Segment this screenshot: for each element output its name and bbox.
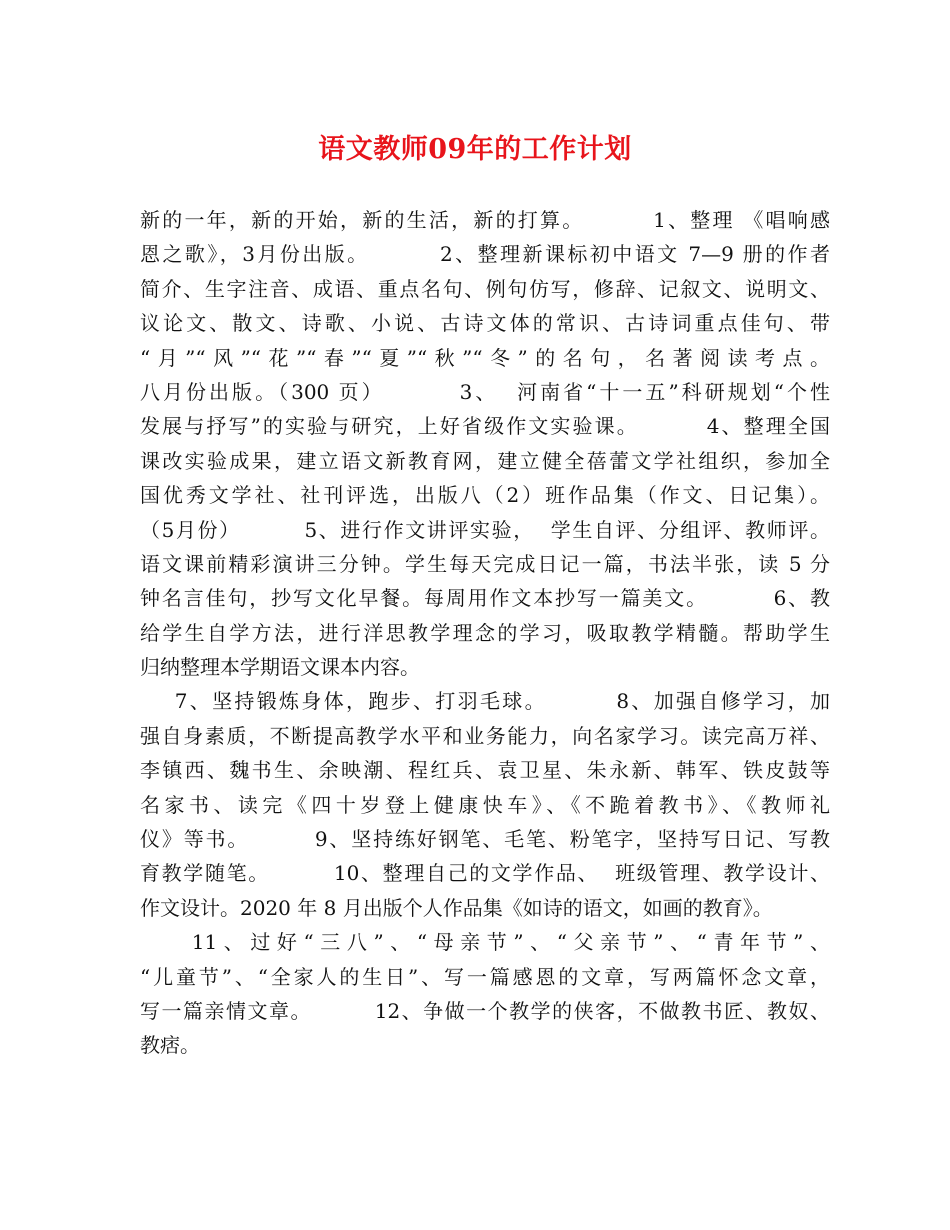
body-line: 语文课前精彩演讲三分钟。学生每天完成日记一篇，书法半张，读 5 分 xyxy=(140,551,830,576)
body-line: 简介、生字注音、成语、重点名句、例句仿写，修辞、记叙文、说明文、 xyxy=(140,276,830,301)
body-line: 育教学随笔。 10、整理自己的文学作品、 班级管理、教学设计、 xyxy=(140,861,830,886)
body-line: 写一篇亲情文章。 12、争做一个教学的侠客，不做教书匠、教奴、 xyxy=(140,998,830,1023)
document-body xyxy=(140,203,830,1063)
body-line: “儿童节”、“全家人的生日”、写一篇感恩的文章，写两篇怀念文章， xyxy=(140,964,830,989)
body-line: 仪》等书。 9、坚持练好钢笔、毛笔、粉笔字，坚持写日记、写教 xyxy=(140,827,830,852)
document-title: 语文教师09年的工作计划 xyxy=(318,134,632,165)
body-line: 八月份出版。（300 页） 3、 河南省“十一五”科研规划“个性 xyxy=(140,379,830,404)
body-line: 11、过好“三八”、“母亲节”、“父亲节”、“青年节”、 xyxy=(140,930,830,955)
body-line: （5月份） 5、进行作文讲评实验， 学生自评、分组评、教师评。 xyxy=(140,517,830,542)
body-line: 议论文、散文、诗歌、小说、古诗文体的常识、古诗词重点佳句、带 xyxy=(140,311,830,336)
body-line: 钟名言佳句，抄写文化早餐。每周用作文本抄写一篇美文。 6、教 xyxy=(140,586,830,611)
body-line: 作文设计。2020 年 8 月出版个人作品集《如诗的语文，如画的教育》。 xyxy=(140,895,773,920)
body-line: 7、坚持锻炼身体，跑步、打羽毛球。 8、加强自修学习，加 xyxy=(140,689,830,714)
body-line: 给学生自学方法，进行洋思教学理念的学习，吸取教学精髓。帮助学生 xyxy=(140,620,830,645)
body-line: 恩之歌》，3月份出版。 2、整理新课标初中语文 7—9 册的作者 xyxy=(140,242,830,267)
body-line: 李镇西、魏书生、余映潮、程红兵、袁卫星、朱永新、韩军、铁皮鼓等 xyxy=(140,758,830,783)
body-line: 强自身素质，不断提高教学水平和业务能力，向名家学习。读完高万祥、 xyxy=(140,723,830,748)
body-line: 国优秀文学社、社刊评选，出版八（2）班作品集（作文、日记集）。 xyxy=(140,483,830,508)
body-line: 新的一年，新的开始，新的生活，新的打算。 1、整理 《唱响感 xyxy=(140,208,830,232)
body-line: 名家书、读完《四十岁登上健康快车》、《不跪着教书》、《教师礼 xyxy=(140,792,830,817)
body-line: 课改实验成果，建立语文新教育网，建立健全蓓蕾文学社组织，参加全 xyxy=(140,448,830,473)
body-line: 教痞。 xyxy=(140,1033,200,1058)
body-line: 发展与抒写”的实验与研究，上好省级作文实验课。 4、整理全国 xyxy=(140,414,830,439)
body-line: 归纳整理本学期语文课本内容。 xyxy=(140,655,420,680)
body-line: “月”“风”“花”“春”“夏”“秋”“冬”的名句，名著阅读考点。 xyxy=(140,345,830,370)
